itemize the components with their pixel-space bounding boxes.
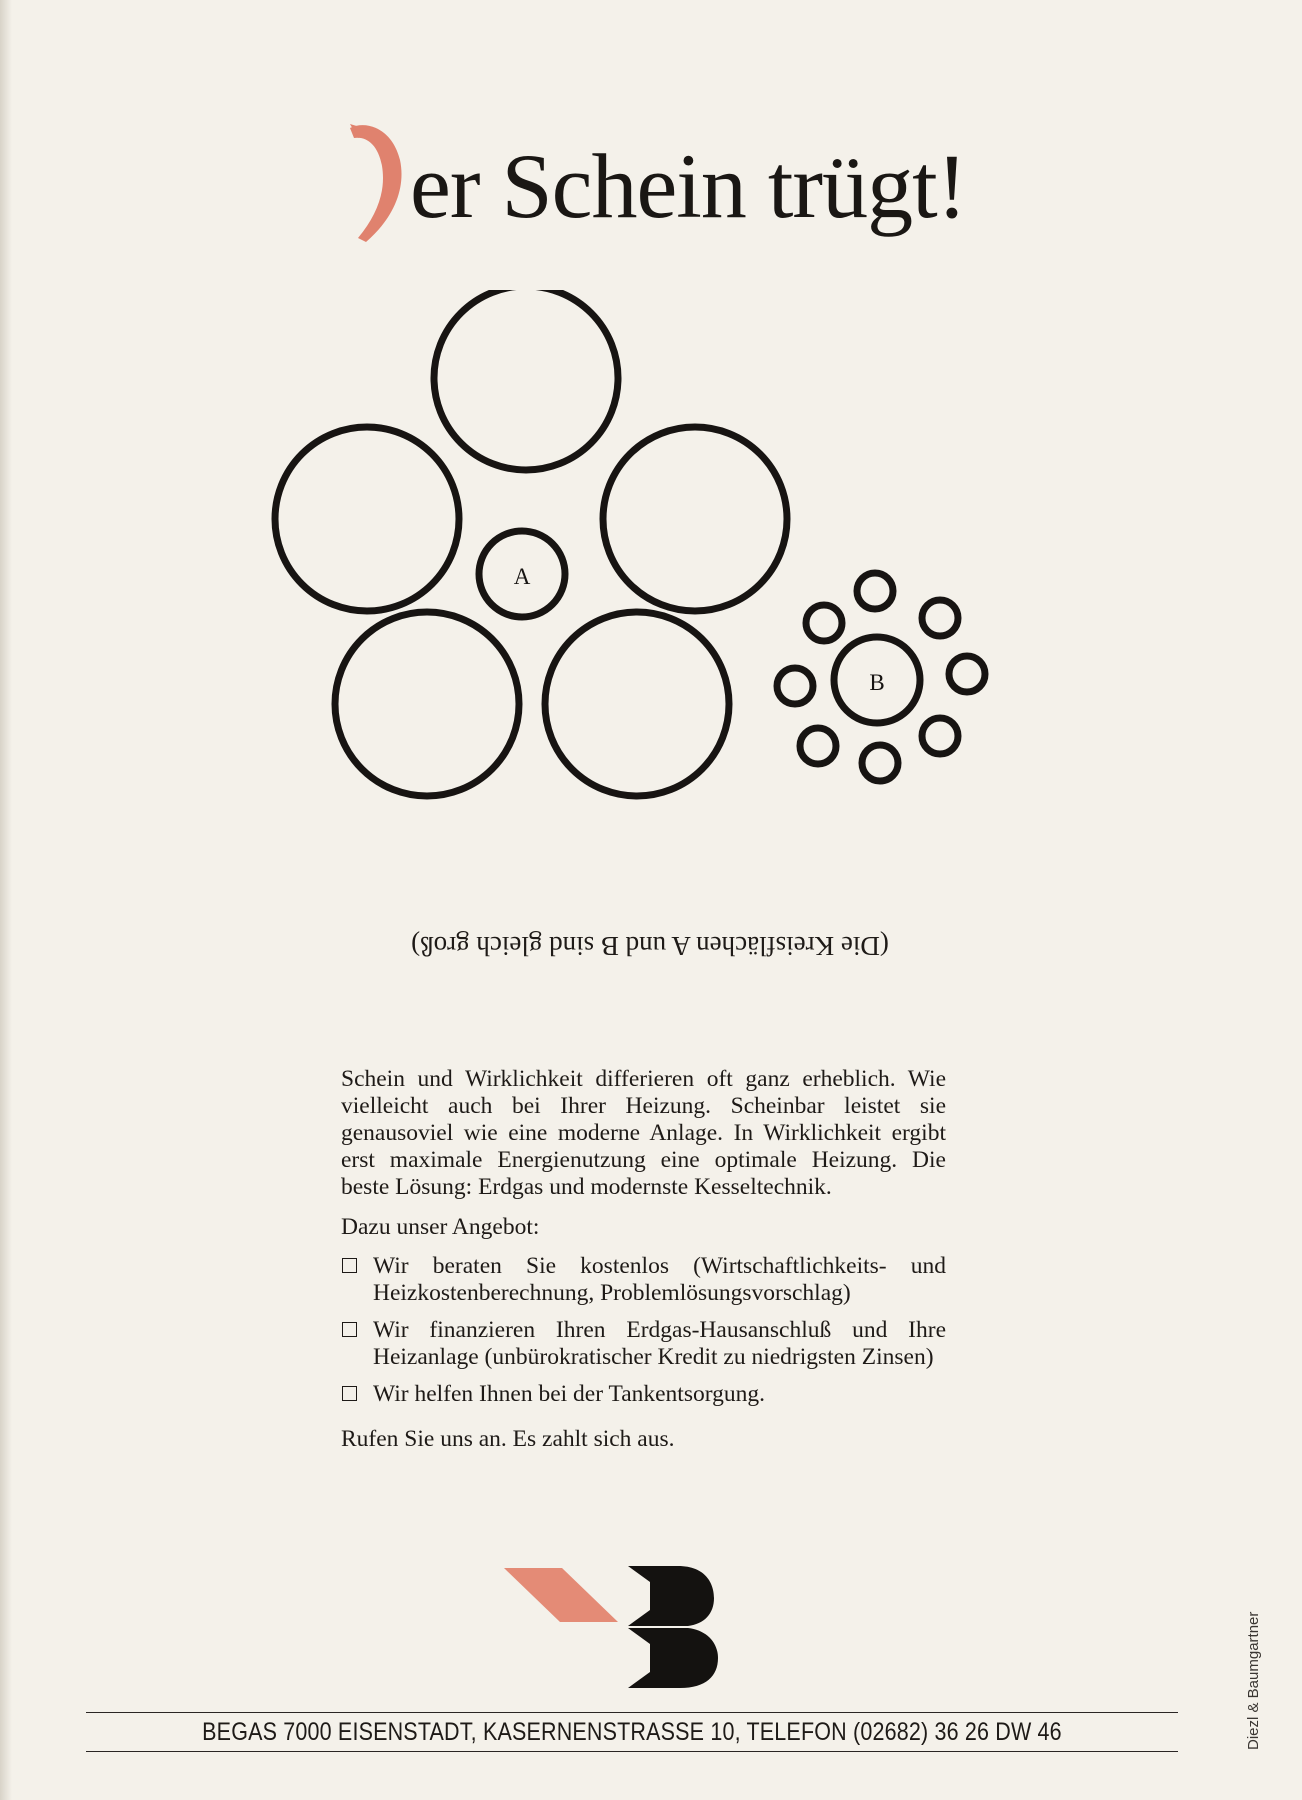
logo-accent-shape: [504, 1568, 618, 1622]
intro-paragraph: Schein und Wirklichkeit differieren oft ganz erheblich. Wie vielleicht auch bei Ihrer Heizung. Scheinbar leistet sie genausoviel wie eine moderne Anlage. In Wirklichkeit ergibt erst maximale Energienutzung eine optimale Heizung. Die beste Lösung: Erdgas und modernste Kesseltechnik.: [341, 1066, 946, 1200]
offer-item: [341, 1253, 946, 1307]
large-ring-bottom-left: [335, 612, 519, 796]
offer-heading: Dazu unser Angebot:: [341, 1214, 540, 1240]
offer-item: [341, 1381, 946, 1408]
body-copy: [341, 1066, 946, 1453]
upside-down-caption: (Die Kreisflächen A und B sind gleich groß): [411, 931, 889, 961]
begas-logo: [500, 1562, 720, 1692]
logo-b-upper: [628, 1566, 714, 1626]
small-ring-b-3: [949, 656, 985, 692]
large-ring-right: [603, 427, 787, 611]
offer-item: [341, 1317, 946, 1371]
small-ring-b-7: [777, 668, 813, 704]
headline-drop-initial: [344, 118, 404, 246]
address-bar: [86, 1712, 1178, 1752]
large-ring-top: [434, 290, 618, 470]
small-ring-b-5: [862, 745, 898, 781]
large-ring-left: [275, 427, 459, 611]
headline-text: er Schein trügt!: [410, 135, 967, 237]
offer-text: Wir finanzieren Ihren Erdgas-Hausanschluß und Ihre Heizanlage (unbürokratischer Kredit zu niedrigsten Zinsen): [373, 1317, 946, 1370]
small-ring-b-8: [806, 605, 842, 641]
small-ring-b-2: [922, 600, 958, 636]
large-ring-bottom-right: [545, 612, 729, 796]
checkbox-icon: [342, 1386, 357, 1401]
page-edge: [0, 0, 12, 1800]
offer-text: Wir helfen Ihnen bei der Tankentsorgung.: [373, 1381, 766, 1407]
address-text: BEGAS 7000 EISENSTADT, KASERNENSTRASSE 10, TELEFON (02682) 36 26 DW 46: [202, 1718, 1062, 1746]
logo-b-lower: [628, 1628, 718, 1688]
small-ring-b-6: [800, 728, 836, 764]
offer-text: Wir beraten Sie kostenlos (Wirtschaftlichkeits- und Heizkostenberechnung, Problemlösungsvorschlag): [373, 1253, 946, 1306]
small-ring-b-1: [857, 573, 893, 609]
checkbox-icon: [342, 1322, 357, 1337]
checkbox-icon: [342, 1258, 357, 1273]
offer-list: [341, 1253, 946, 1408]
label-a: A: [513, 564, 531, 589]
agency-credit: Diezl & Baumgartner: [1245, 1611, 1262, 1750]
headline: [340, 118, 1040, 248]
small-ring-b-4: [922, 718, 958, 754]
ebbinghaus-illusion: [250, 290, 1010, 830]
label-b: B: [869, 670, 885, 695]
closing-line: Rufen Sie uns an. Es zahlt sich aus.: [341, 1426, 675, 1452]
